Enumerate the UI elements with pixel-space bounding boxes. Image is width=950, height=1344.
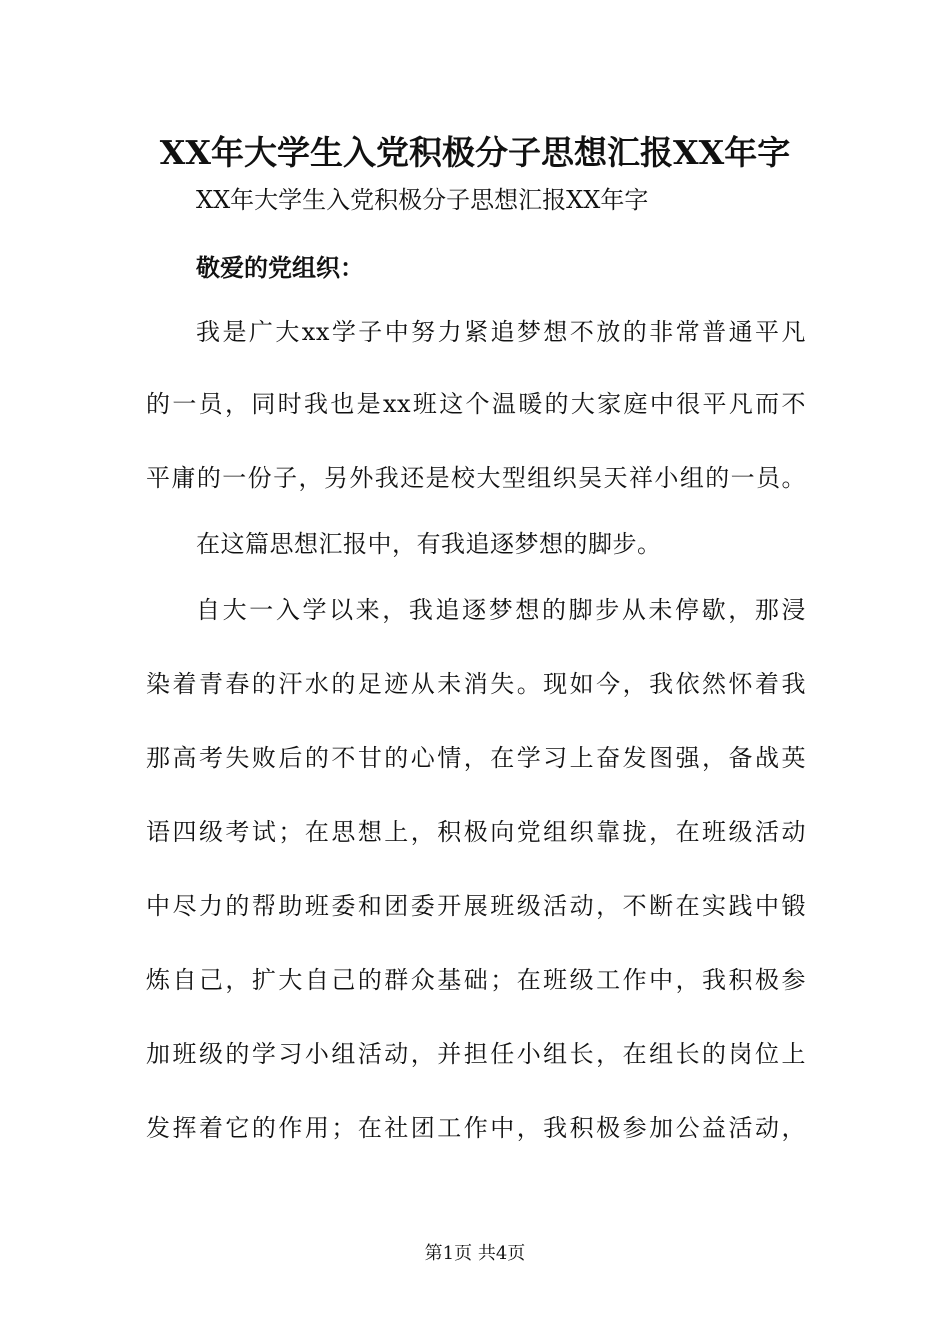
body-line: 语四级考试；在思想上，积极向党组织靠拢，在班级活动	[146, 818, 806, 846]
document-subtitle: XX年大学生入党积极分子思想汇报XX年字	[196, 186, 649, 214]
body-line: 发挥着它的作用；在社团工作中，我积极参加公益活动，	[146, 1114, 806, 1142]
body-line: 加班级的学习小组活动，并担任小组长，在组长的岗位上	[146, 1040, 806, 1068]
body-line: 那高考失败后的不甘的心情，在学习上奋发图强，备战英	[146, 744, 806, 772]
document-title: XX年大学生入党积极分子思想汇报XX年字	[159, 133, 791, 172]
body-line: 自大一入学以来，我追逐梦想的脚步从未停歇，那浸	[196, 596, 806, 624]
page-footer: 第1页 共4页	[424, 1243, 526, 1264]
body-line: 我是广大xx学子中努力紧追梦想不放的非常普通平凡	[196, 318, 806, 346]
body-line: 的一员，同时我也是xx班这个温暖的大家庭中很平凡而不	[146, 390, 806, 418]
body-line: 平庸的一份子，另外我还是校大型组织吴天祥小组的一员。	[146, 464, 806, 492]
body-line: 炼自己，扩大自己的群众基础；在班级工作中，我积极参	[146, 966, 806, 994]
body-line: 在这篇思想汇报中，有我追逐梦想的脚步。	[196, 530, 662, 558]
body-line: 染着青春的汗水的足迹从未消失。现如今，我依然怀着我	[146, 670, 806, 698]
body-line: 中尽力的帮助班委和团委开展班级活动，不断在实践中锻	[146, 892, 806, 920]
salutation: 敬爱的党组织：	[196, 253, 364, 282]
